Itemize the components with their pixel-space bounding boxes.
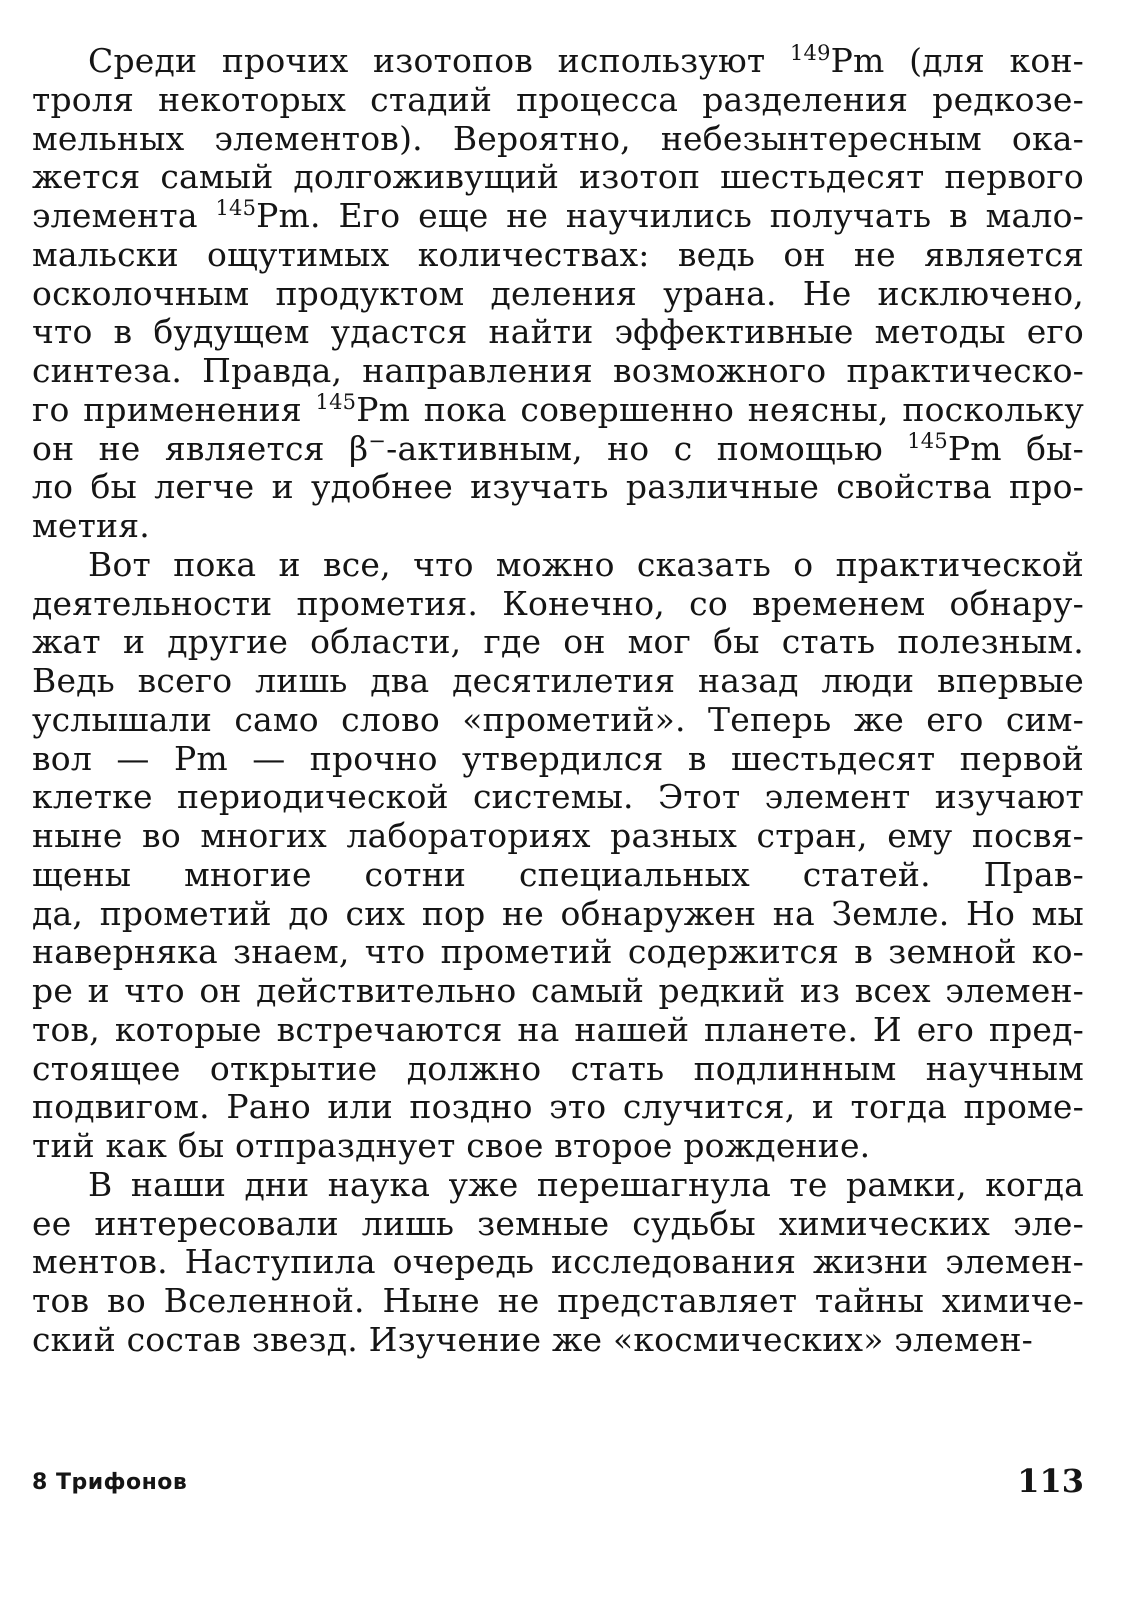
- text-run: Вот пока и все, что можно сказать о практической: [88, 544, 1084, 584]
- text-run: клетке периодической системы. Этот элемент изучают: [32, 777, 1084, 817]
- text-line: [32, 1127, 1084, 1166]
- text-line: [32, 158, 1084, 197]
- text-line: [32, 662, 1084, 701]
- text-line: [32, 1166, 1084, 1205]
- text-run: стоящее открытие должно стать подлинным научным: [32, 1048, 1084, 1088]
- text-line: [32, 1282, 1084, 1321]
- text-line: [32, 856, 1084, 895]
- text-run: го применения: [32, 389, 316, 429]
- page-number: 113: [1017, 1462, 1084, 1500]
- text-run: В наши дни наука уже перешагнула те рамки, когда: [88, 1164, 1084, 1204]
- text-line: [32, 546, 1084, 585]
- text-line: [32, 933, 1084, 972]
- text-run: ре и что он действительно самый редкий из всех элемен-: [32, 971, 1084, 1010]
- text-line: [32, 701, 1084, 740]
- text-run: что в будущем удастся найти эффективные методы его: [32, 312, 1084, 352]
- text-run: ментов. Наступила очередь исследования жизни элемен-: [32, 1242, 1084, 1282]
- text-run: услышали само слово «прометий». Теперь же его сим-: [32, 699, 1084, 739]
- text-line: [32, 236, 1084, 275]
- text-line: [32, 1321, 1084, 1360]
- text-run: Pm (для кон-: [830, 41, 1084, 80]
- text-line: [32, 895, 1084, 934]
- text-run: -активным, но с помощью: [386, 428, 908, 468]
- text-line: [32, 81, 1084, 120]
- text-run: жат и другие области, где он мог бы стать полезным.: [32, 622, 1084, 662]
- superscript: 145: [215, 196, 257, 220]
- text-run: Pm бы-: [947, 428, 1084, 468]
- text-run: осколочным продуктом деления урана. Не исключено,: [32, 273, 1084, 313]
- text-run: наверняка знаем, что прометий содержится в земной ко-: [32, 932, 1084, 972]
- text-run: подвигом. Рано или поздно это случится, и тогда проме-: [32, 1087, 1084, 1127]
- text-run: мельных элементов). Вероятно, небезынтересным ока-: [32, 118, 1084, 158]
- text-run: ский состав звезд. Изучение же «космических» элемен-: [32, 1319, 1034, 1359]
- text-line: [32, 972, 1084, 1011]
- text-line: [32, 430, 1084, 469]
- text-run: Ведь всего лишь два десятилетия назад люди впервые: [32, 661, 1084, 700]
- text-line: [32, 507, 1084, 546]
- text-line: [32, 585, 1084, 624]
- text-line: [32, 42, 1084, 81]
- text-run: синтеза. Правда, направления возможного практическо-: [32, 351, 1084, 390]
- superscript: 145: [315, 389, 357, 414]
- printer-signature: 8 Трифонов: [32, 1470, 188, 1495]
- text-line: [32, 817, 1084, 856]
- text-run: Pm пока совершенно неясны, поскольку: [356, 389, 1084, 429]
- text-run: деятельности прометия. Конечно, со временем обнару-: [32, 583, 1084, 623]
- text-line: [32, 1205, 1084, 1244]
- text-line: [32, 1088, 1084, 1127]
- text-line: [32, 352, 1084, 391]
- superscript: −: [368, 428, 387, 453]
- text-run: щены многие сотни специальных статей. Прав-: [32, 854, 1084, 894]
- text-run: да, прометий до сих пор не обнаружен на Земле. Но мы: [32, 893, 1084, 933]
- superscript: 145: [907, 428, 948, 453]
- text-line: [32, 740, 1084, 779]
- text-line: [32, 1050, 1084, 1089]
- text-line: [32, 197, 1084, 236]
- text-run: вол — Pm — прочно утвердился в шестьдесят первой: [32, 738, 1084, 778]
- text-run: мальски ощутимых количествах: ведь он не является: [32, 234, 1084, 274]
- text-run: тов, которые встречаются на нашей планете. И его пред-: [32, 1009, 1084, 1049]
- text-line: [32, 1011, 1084, 1050]
- text-run: Pm. Его еще не научились получать в мало-: [256, 196, 1084, 235]
- superscript: 149: [789, 41, 831, 65]
- text-run: ло бы легче и удобнее изучать различные свойства про-: [32, 467, 1084, 507]
- text-line: [32, 1243, 1084, 1282]
- page-footer: [32, 1462, 1084, 1502]
- text-line: [32, 391, 1084, 430]
- text-run: тий как бы отпразднует свое второе рождение.: [32, 1126, 871, 1165]
- text-run: ныне во многих лабораториях разных стран, ему посвя-: [32, 816, 1084, 855]
- text-line: [32, 120, 1084, 159]
- text-line: [32, 468, 1084, 507]
- text-run: ее интересовали лишь земные судьбы химических эле-: [32, 1203, 1084, 1243]
- text-line: [32, 778, 1084, 817]
- text-run: жется самый долгоживущий изотоп шестьдесят первого: [32, 157, 1084, 197]
- text-run: метия.: [32, 506, 150, 545]
- text-run: элемента: [32, 196, 216, 235]
- body-text: [32, 42, 1084, 1360]
- text-run: Среди прочих изотопов используют: [88, 41, 790, 80]
- text-line: [32, 275, 1084, 314]
- text-line: [32, 623, 1084, 662]
- text-run: он не является β: [32, 428, 369, 468]
- text-run: тов во Вселенной. Ныне не представляет тайны химиче-: [32, 1281, 1084, 1320]
- text-line: [32, 313, 1084, 352]
- text-run: троля некоторых стадий процесса разделения редкозе-: [32, 79, 1084, 119]
